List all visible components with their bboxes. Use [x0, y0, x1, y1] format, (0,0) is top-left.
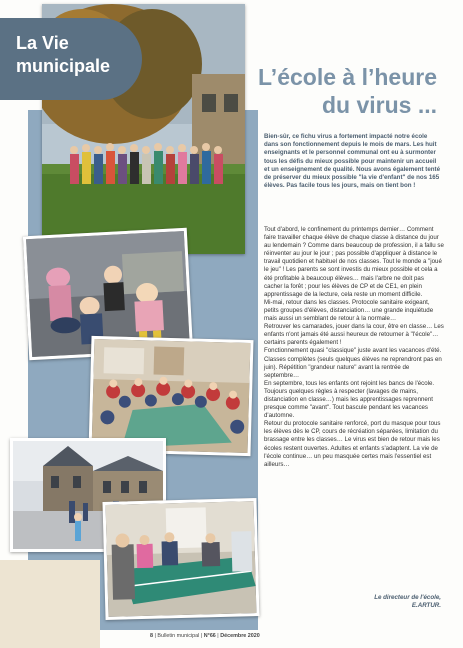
footer-date: Décembre 2020 — [220, 633, 260, 639]
section-title-line2: municipale — [16, 56, 111, 76]
footer-separator: | — [199, 633, 204, 639]
page-number: 8 — [150, 633, 153, 639]
footer-issue: N°66 — [203, 633, 216, 639]
photo-ping-pong-table — [102, 498, 259, 620]
article-paragraph: Retour du protocole sanitaire renforcé, port du masque pour tous les élèves dès le CP, cours de récréation séparées, limitation du brassage entre les classes… Le virus est bien de retour mais les écoles restent ouvertes. Adultes et enfants s'adaptent. La vie de l'école continue… un peu masquée certes mais l'essentiel est ailleurs… — [264, 420, 441, 468]
signature-name: E.ARTUR. — [411, 602, 441, 609]
article-title — [237, 63, 437, 119]
article-body — [264, 226, 444, 469]
decorative-beige-corner — [0, 560, 100, 648]
footer-separator: | — [154, 633, 158, 639]
article-intro: Bien-sûr, ce fichu virus a fortement impacté notre école dans son fonctionnement depuis le mois de mars. Les huit enseignants et le personnel communal ont eu à surmonter tous les défis du mieux possible pour maintenir un accueil et un enseignement de qualité. Nous avons également tenté de préserver du mieux possible "la vie d'enfant" de nos 165 élèves. Pas facile tous les jours, mais on tient bon ! — [264, 133, 441, 190]
signature-role: Le directeur de l'école, — [374, 594, 441, 601]
article-title-line1: L’école à l’heure — [258, 64, 437, 90]
article-paragraph: Tout d'abord, le confinement du printemps dernier… Comment faire travailler chaque élève de chaque classe à distance du jour au lendemain ? Comme dans beaucoup de profession, il a fallu se réinventer au jour le jour ; pas possible d'appliquer à distance le travail quotidien et habituel de nos classes. Tout le monde a "joué le jeu" ! Les parents se sont investis du mieux possible et cela a été profitable à beaucoup élèves… mais l'arbre ne doit pas cacher la forêt ; pour les élèves de CP et de CE1, en plein apprentissage de la lecture, cela reste un moment difficile. — [264, 226, 444, 298]
section-header-tab — [0, 18, 142, 100]
footer-separator: | — [215, 633, 221, 639]
section-title-line1: La Vie — [16, 33, 69, 53]
footer-bulletin: Bulletin municipal — [157, 633, 200, 639]
article-paragraph: Retrouver les camarades, jouer dans la cour, être en classe… Les enfants n'ont jamais été aussi heureux de retourner à "l'école"… certains parents également ! — [264, 323, 444, 347]
page-footer — [150, 633, 260, 639]
article-title-line2: du virus ... — [321, 92, 437, 118]
article-paragraph: Fonctionnement quasi "classique" juste avant les vacances d'été. Classes complètes (seuls quelques élèves ne reprendront pas en juin). Répétition "grandeur nature" avant la rentrée de septembre… — [264, 347, 442, 379]
article-paragraph: Mi-mai, retour dans les classes. Protocole sanitaire exigeant, petits groupes d'élèves, distanciation… une grande inquiétude mais aussi un semblant de retour à la normale… — [264, 298, 434, 323]
article-paragraph: En septembre, tous les enfants ont rejoint les bancs de l'école. Toujours quelques règles à respecter (lavages de mains, distanciation en classe…) mais les apprentissages reprennent presque comme "avant". Tout bascule pendant les vacances d'automne. — [264, 379, 435, 420]
